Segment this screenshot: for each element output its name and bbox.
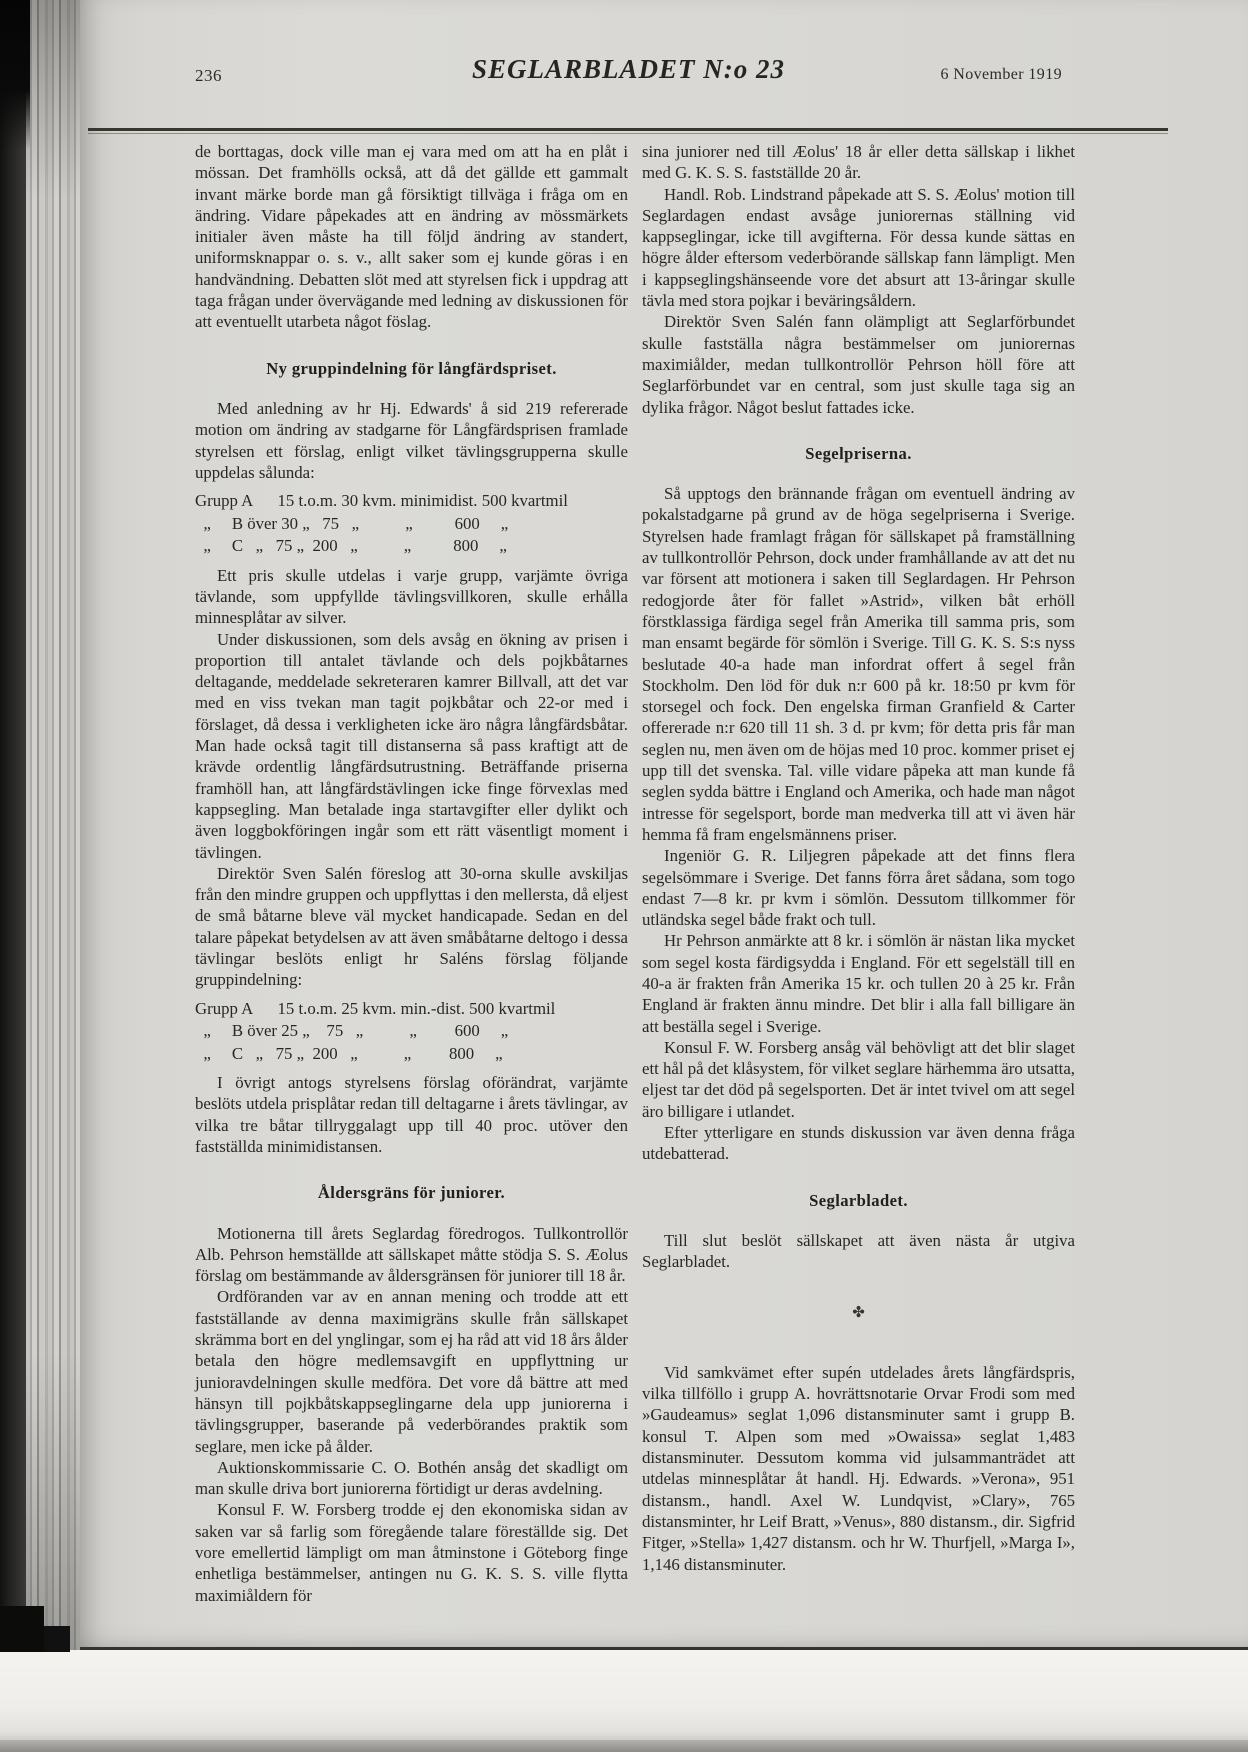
bottom-left-binding-shadow-step	[44, 1626, 70, 1652]
paragraph: Hr Pehrson anmärkte att 8 kr. i sömlön är nästan lika mycket som segel kosta färdigsydda i England. För ett segelställ till en 40-a är frakten från Amerika 15 kr. och tullen 20 à 25 kr. Från England är frakten ännu mindre. Det blir i alla fall billigare än att beställa segel i Sverige.	[642, 931, 1075, 1036]
section-divider-ornament: ✤	[852, 1304, 865, 1321]
page-bottom-edge-shadow	[40, 1647, 1248, 1650]
paragraph: Ordföranden var av en annan mening och trodde att ett fastställande av denna maximigräns skulle från sällskapet skrämma bort en del ynglingar, som ej ha råd att vid 18 års ålder betala den högre medlemsavgift en uppflyttning ur junioravdelningen skulle medföra. Det vore då bättre att med hänsyn till pojkbåtskappseglingarne dela upp juniorerna i tävlingsgrupper, baserande på vederbörandes praktik som seglare, men icke på ålder.	[195, 1287, 628, 1456]
group-table-row: „ C „ 75 „ 200 „ „ 800 „	[195, 536, 507, 556]
group-table-row: Grupp A 15 t.o.m. 25 kvm. min.-dist. 500 kvartmil	[195, 998, 556, 1018]
group-table-row: „ C „ 75 „ 200 „ „ 800 „	[195, 1043, 503, 1063]
paragraph: Direktör Sven Salén föreslog att 30-orna skulle avskiljas från den mindre gruppen och uppflyttas i den mellersta, då eljest de små båtarne bleve väl mycket handicapade. Sedan en del talare påpekat betydelsen av att även småbåtarne deltogo i dessa tävlingar beslöts enligt hr Saléns förslag följande gruppindelning:	[195, 863, 628, 990]
page-number: 236	[195, 66, 222, 85]
bottom-left-binding-shadow	[0, 1606, 44, 1652]
paragraph: Handl. Rob. Lindstrand påpekade att S. S. Æolus' motion till Seglardagen endast avsåge juniorernas ställning vid kappseglingar, icke till avgifterna. För dessa kunde sättas en högre ålder eftersom vederbörande sällskap fann lämpligt. Men i kappseglingshänseende vore det absurt att 13-åringar skulle tävla med stora pojkar i beväringsåldern.	[642, 184, 1075, 311]
section-heading: Seglarbladet.	[809, 1190, 908, 1210]
section-heading: Segelpriserna.	[805, 443, 912, 463]
paragraph: Auktionskommissarie C. O. Bothén ansåg det skadligt om man skulle driva bort juniorerna förtidigt ur deras avdelning.	[195, 1457, 628, 1499]
issue-date: 6 November 1919	[940, 66, 1062, 83]
paragraph: I övrigt antogs styrelsens förslag oförändrat, varjämte beslöts utdela prisplåtar redan till deltagarne i årets tävlingar, av vilka tre båtar tillryggalagt upp till 40 proc. utöver den fastställda minimidistansen.	[195, 1073, 628, 1156]
paragraph: Vid samkvämet efter supén utdelades årets långfärdspris, vilka tillföllo i grupp A. hovrättsnotarie Orvar Frodi som med »Gaudeamus» seglat 1,096 distansminuter samt i grupp B. konsul T. Alpen som med »Owaissa» seglat 1,483 distansminuter. Dessutom komma vid julsammanträdet att utdelas minnesplåtar åt handl. Hj. Edwards. »Verona», 951 distansm., handl. Axel W. Lundqvist, »Clary», 765 distansminter, hr Leif Bratt, »Venus», 880 distansm., dir. Sigfrid Fitger, »Stella» 1,427 distansm. och hr W. Thurfjell, »Marga I», 1,146 distansminuter.	[642, 1362, 1075, 1574]
group-table-row: „ B över 25 „ 75 „ „ 600 „	[195, 1021, 509, 1041]
paragraph: Konsul F. W. Forsberg ansåg väl behövligt att det blir slaget ett hål på det klåsystem, för vilket seglare härhemma äro utsatta, eljest tar det död på segelsporten. Det är intet tvivel om att segel äro billigare i utlandet.	[642, 1037, 1075, 1121]
paragraph: Ett pris skulle utdelas i varje grupp, varjämte övriga tävlande, som uppfyllde tävlingsvillkoren, skulle erhålla minnesplåtar av silver.	[195, 565, 628, 628]
group-table-row: Grupp A 15 t.o.m. 30 kvm. minimidist. 500 kvartmil	[195, 491, 568, 511]
paragraph: Så upptogs den brännande frågan om eventuell ändring av pokalstadgarne på grund av de höga segelpriserna i Sverige. Styrelsen hade framlagt frågan för sällskapet på framställning av tullkontrollör Pehrson, dock under framhållande av att det nu var försent att motionera i saken till Seglardagen. Hr Pehrson redogjorde åter för fallet »Astrid», vilken båt erhöll förstklassiga färdiga segel från Amerika till samma pris, som man ensamt begärde för sömlön i Sverige. Till G. K. S. S:s nyss beslutade 40-a hade man infordrat offert å segel från Stockholm. Den löd för duk n:r 600 på kr. 18:50 pr kvm för storsegel och fock. Den engelska firman Granfield & Carter offererade n:r 620 till 11 sh. 3 d. pr kvm; för detta pris får man seglen nu, men även om de höjas med 10 proc. kommer priset ej upp till det svenska. Tal. ville vidare påpeka att man kunde få seglen sydda bättre i England och Amerika, och hade man något intresse för segelsport, borde man medverka till att vi även här hemma få fram engelsmännens priser.	[642, 484, 1075, 844]
section-heading: Åldersgräns för juniorer.	[317, 1183, 506, 1203]
header-rule-echo	[88, 133, 1168, 134]
paragraph: Konsul F. W. Forsberg trodde ej den ekonomiska sidan av saken var så farlig som föregående talare föreställde sig. Det vore emellertid lämpligt om man åtminstone i Göteborg finge enhetliga bestämmelser, antingen nu G. K. S. S. ville flytta maximiåldern för	[195, 1500, 628, 1605]
book-binding-edge	[0, 0, 26, 1650]
header-rule	[88, 128, 1168, 131]
group-table-row: „ B över 30 „ 75 „ „ 600 „	[195, 513, 509, 533]
binding-top-shadow	[0, 0, 30, 150]
page-stack-shading	[26, 0, 80, 1650]
right-column	[642, 141, 1075, 1575]
paragraph: Motionerna till årets Seglardag föredrogos. Tullkontrollör Alb. Pehrson hemställde att sällskapet måtte stödja S. S. Æolus förslag om bestämmande av åldersgränsen för juniorer till 18 år.	[195, 1223, 628, 1286]
paragraph: sina juniorer ned till Æolus' 18 år eller detta sällskap i likhet med G. K. S. S. fastställde 20 år.	[642, 142, 1075, 183]
paragraph: Till slut beslöt sällskapet att även nästa år utgiva Seglarbladet.	[642, 1230, 1075, 1272]
scan-bottom-edge	[0, 1740, 1248, 1752]
paragraph: Med anledning av hr Hj. Edwards' å sid 219 refererade motion om ändring av stadgarne för Långfärdsprisen framlade styrelsen ett förslag, enligt vilket tävlingsgrupperna skulle uppdelas sålunda:	[195, 398, 628, 482]
paragraph: Efter ytterligare en stunds diskussion var även denna fråga utdebatterad.	[642, 1123, 1075, 1164]
journal-title: SEGLARBLADET N:o 23	[471, 54, 786, 84]
paragraph: de borttagas, dock ville man ej vara med om att ha en plåt i mössan. Det framhölls också, att då det gällde ett gammalt invant märke borde man gå försiktigt tillväga i fråga om en ändring. Vidare påpekades att en ändring av mössmärkets initialer även måste ha till följd ändring av standert, uniformsknappar o. s. v., allt saker som ej kunde göras i en handvändning. Debatten slöt med att styrelsen fick i uppdrag att taga frågan under övervägande med ledning av diskussionen för att eventuellt utarbeta något föslag.	[195, 142, 628, 332]
paragraph: Direktör Sven Salén fann olämpligt att Seglarförbundet skulle fastställa några bestämmelser om juniorernas maximiålder, medan tullkontrollör Pehrson höll före att Seglarförbundet var en central, som just skulle taga sig an dylika frågor. Något beslut fattades icke.	[642, 312, 1075, 417]
table-surface-below-page	[0, 1650, 1248, 1752]
paragraph: Under diskussionen, som dels avsåg en ökning av prisen i proportion till antalet tävlande och dels pojkbåtarnes deltagande, meddelade sekreteraren kamrer Billvall, att det var med en viss tvekan man tagit pojkbåtar och 22-or med i förslaget, då dessa i verkligheten icke äro några långfärdsbåtar. Man hade också tagit till distanserna så pass kraftigt att de krävde ordentlig långfärdsutrustning. Beträffande priserna framhöll han, att långfärdstävlingen icke finge förvexlas med kappsegling. Man betalade inga startavgifter eller dylikt och även loggbokföringen ingår som ett rätt väsentligt moment i tävlingen.	[195, 629, 628, 862]
paragraph: Ingeniör G. R. Liljegren påpekade att det finns flera segelsömmare i Sverige. Det fanns förra året sådana, som togo endast 7—8 kr. pr kvm i sömlön. Dessutom tillkommer för utländska segel både frakt och tull.	[642, 846, 1075, 930]
page-header	[195, 54, 1062, 100]
section-heading: Ny gruppindelning för långfärdspriset.	[266, 358, 557, 378]
left-column	[195, 141, 628, 1606]
